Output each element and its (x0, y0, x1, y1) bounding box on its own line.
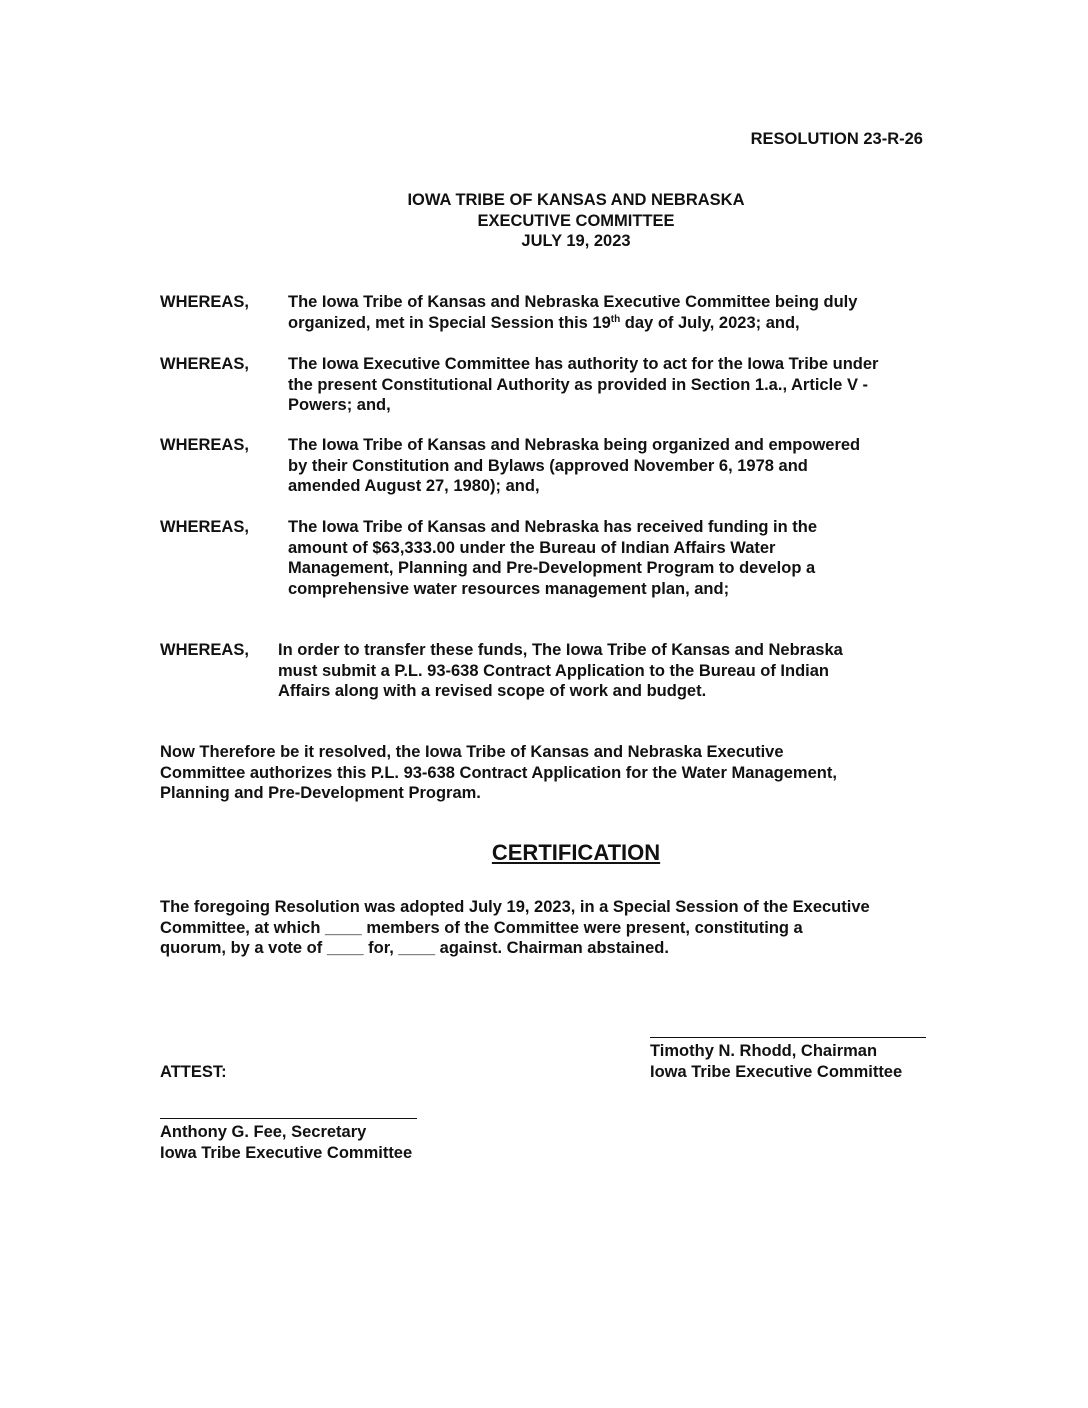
secretary-signature-line (160, 1118, 417, 1119)
chairman-signature-line (650, 1037, 926, 1038)
clause-line: The Iowa Tribe of Kansas and Nebraska Executive Committee being duly (288, 293, 858, 311)
clause-line: amended August 27, 1980); and, (288, 477, 540, 495)
ordinal-suffix: th (610, 313, 621, 325)
whereas-label: WHEREAS, (160, 518, 249, 536)
resolved-paragraph (160, 742, 940, 804)
certification-line: quorum, by a vote of ____ for, ____ against. Chairman abstained. (160, 939, 669, 957)
clause-line: In order to transfer these funds, The Iowa Tribe of Kansas and Nebraska (278, 641, 843, 659)
clause-line: The Iowa Tribe of Kansas and Nebraska has received funding in the (288, 518, 818, 536)
whereas-label: WHEREAS, (160, 436, 249, 454)
clause-line: The Iowa Tribe of Kansas and Nebraska being organized and empowered (288, 436, 861, 454)
document-date: JULY 19, 2023 (521, 232, 631, 250)
clause-line: The Iowa Executive Committee has authority to act for the Iowa Tribe under (288, 355, 879, 373)
certification-paragraph (160, 897, 950, 959)
clause-line-part: organized, met in Special Session this 19 (288, 313, 611, 332)
clause-line (288, 313, 938, 334)
whereas-clause (288, 292, 938, 333)
clause-line: comprehensive water resources management plan, and; (288, 579, 730, 598)
clause-line: the present Constitutional Authority as provided in Section 1.a., Article V - (288, 375, 869, 394)
clause-line: amount of $63,333.00 under the Bureau of Indian Affairs Water (288, 538, 776, 557)
resolved-line: Now Therefore be it resolved, the Iowa Tribe of Kansas and Nebraska Executive (160, 743, 784, 761)
whereas-label: WHEREAS, (160, 641, 249, 659)
clause-line: Affairs along with a revised scope of work and budget. (278, 682, 707, 700)
chairman-organization: Iowa Tribe Executive Committee (650, 1063, 903, 1081)
attest-label: ATTEST: (160, 1063, 227, 1081)
certification-title: CERTIFICATION (491, 840, 661, 865)
whereas-label: WHEREAS, (160, 355, 249, 373)
whereas-clause (288, 517, 938, 599)
clause-line: must submit a P.L. 93-638 Contract Application to the Bureau of Indian (278, 661, 829, 680)
resolved-line: Committee authorizes this P.L. 93-638 Contract Application for the Water Management, (160, 763, 837, 782)
document-header (0, 190, 1088, 252)
chairman-name: Timothy N. Rhodd, Chairman (650, 1042, 878, 1060)
whereas-clause (288, 435, 938, 497)
whereas-clause (278, 640, 938, 702)
whereas-clause (288, 354, 938, 416)
clause-line-part: day of July, 2023; and, (620, 313, 800, 332)
committee-title: EXECUTIVE COMMITTEE (477, 211, 675, 230)
organization-title: IOWA TRIBE OF KANSAS AND NEBRASKA (407, 191, 745, 209)
resolved-line: Planning and Pre-Development Program. (160, 784, 481, 802)
clause-line: Management, Planning and Pre-Development Program to develop a (288, 559, 816, 577)
secretary-organization: Iowa Tribe Executive Committee (160, 1144, 413, 1162)
resolution-number: RESOLUTION 23-R-26 (750, 130, 923, 148)
clause-line: Powers; and, (288, 396, 391, 414)
clause-line: by their Constitution and Bylaws (approved November 6, 1978 and (288, 456, 808, 475)
certification-line: Committee, at which ____ members of the Committee were present, constituting a (160, 918, 803, 937)
secretary-name: Anthony G. Fee, Secretary (160, 1123, 367, 1141)
whereas-label: WHEREAS, (160, 293, 249, 311)
certification-line: The foregoing Resolution was adopted July 19, 2023, in a Special Session of the Executive (160, 898, 870, 916)
